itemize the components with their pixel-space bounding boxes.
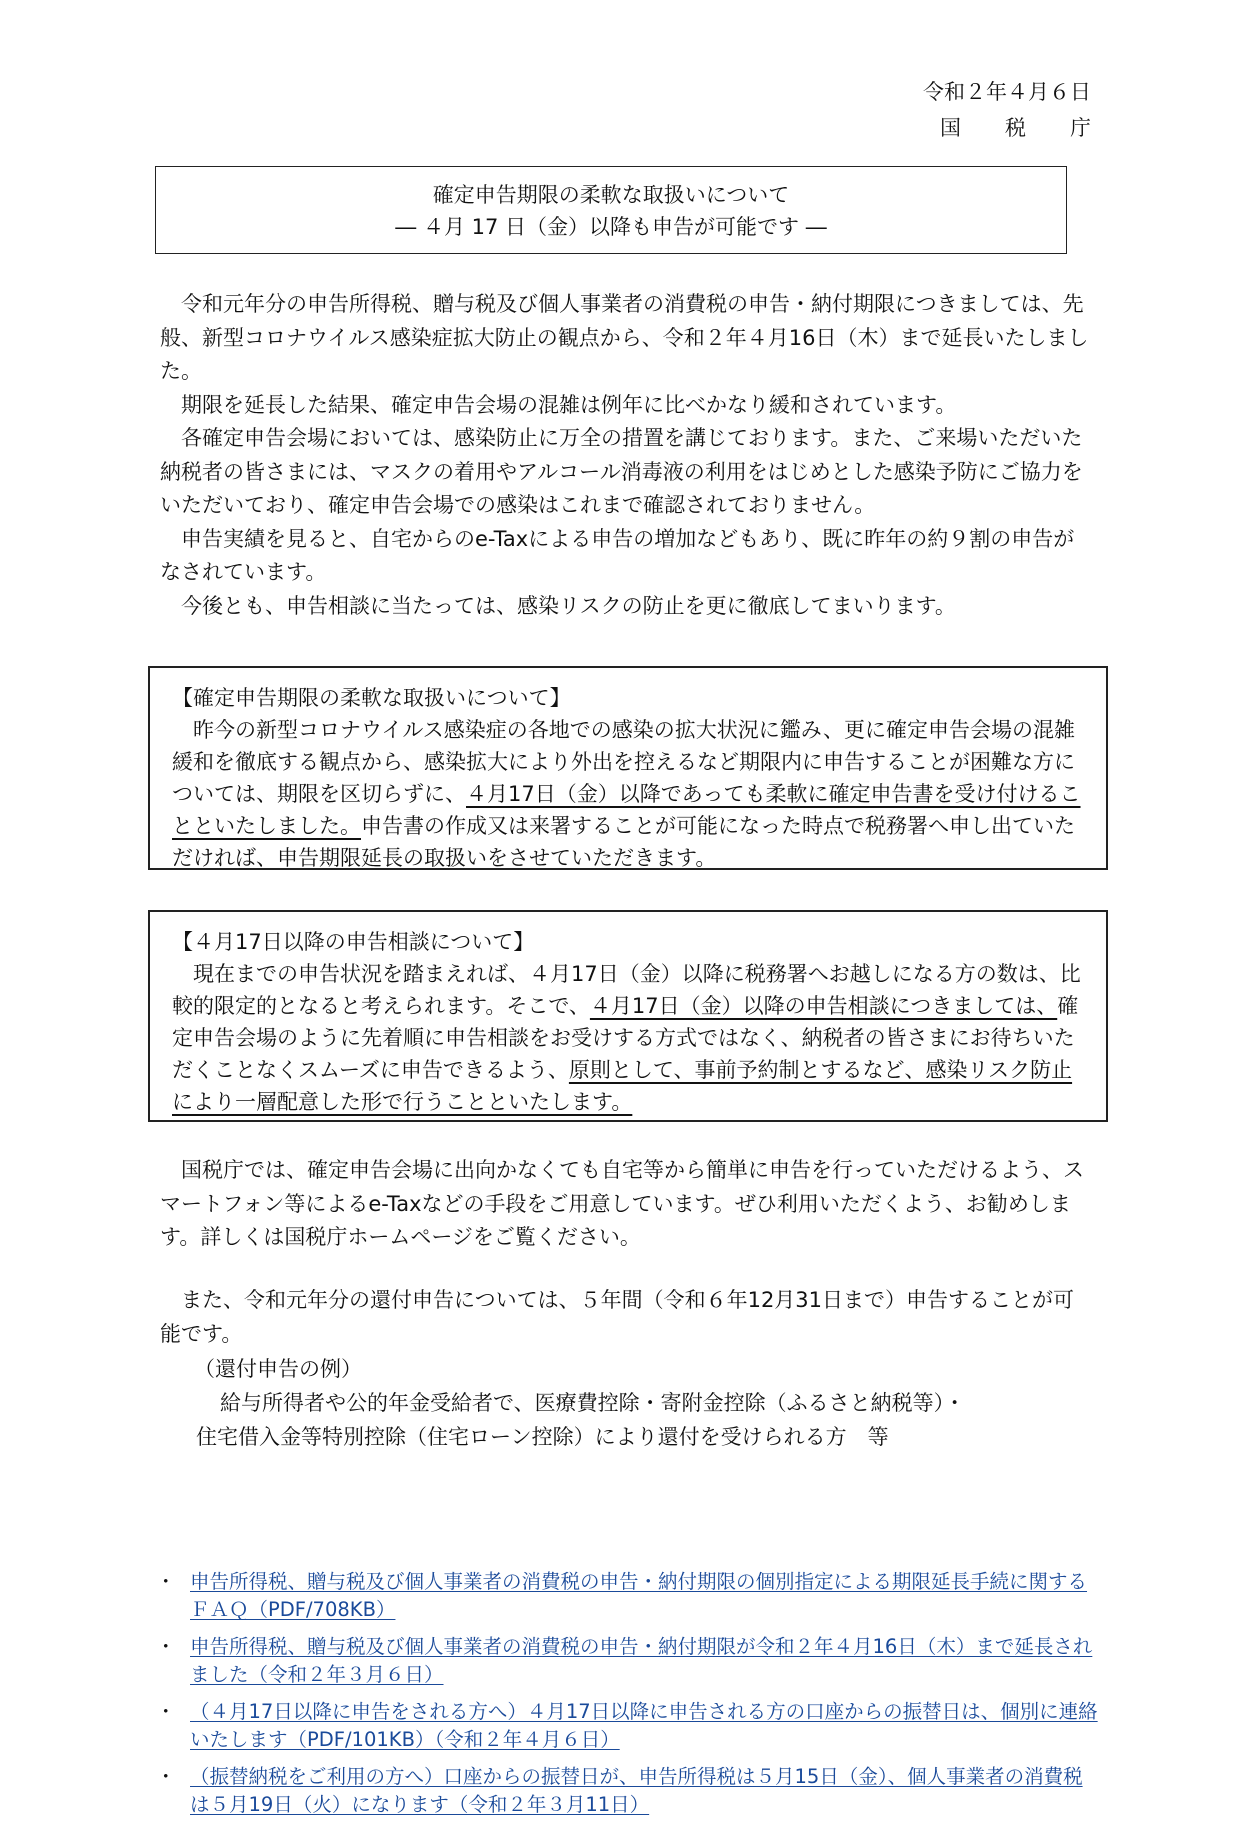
box-heading: 【４月17日以降の申告相談について】	[172, 930, 535, 954]
transfer-date-link[interactable]: （４月17日以降に申告をされる方へ）４月17日以降に申告される方の口座からの振替日は、個別に連絡いたします（PDF/101KB）（令和２年４月６日）	[190, 1700, 1098, 1751]
title-box	[155, 166, 1067, 254]
box-paragraph	[172, 958, 1084, 1118]
bullet: ・	[156, 1765, 176, 1788]
page-subtitle: ― ４月 17 日（金）以降も申告が可能です ―	[395, 215, 827, 239]
bullet: ・	[156, 1570, 176, 1593]
box-text: 確定申告会場のように先着順に申告相談をお受けする方式ではなく、納税者の皆さまにお待ちいただくことなくスムーズに申告できるよう、	[172, 994, 1079, 1082]
intro-paragraph: 令和元年分の申告所得税、贈与税及び個人事業者の消費税の申告・納付期限につきましては、先般、新型コロナウイルス感染症拡大防止の観点から、令和２年４月16日（木）まで延長いたしました。	[160, 292, 1089, 383]
issuer-name: 国税庁	[940, 116, 1135, 140]
example-line: 給与所得者や公的年金受給者で、医療費控除・寄附金控除（ふるさと納税等）・	[220, 1391, 966, 1415]
flexible-deadline-box	[148, 666, 1108, 870]
document-header	[923, 74, 1135, 146]
refund-example	[160, 1352, 1090, 1454]
box-paragraph	[172, 714, 1084, 874]
example-line: 住宅借入金等特別控除（住宅ローン控除）により還付を受けられる方 等	[196, 1425, 889, 1449]
refund-section	[160, 1284, 1090, 1351]
list-item	[150, 1763, 1098, 1818]
smartphone-section	[160, 1154, 1090, 1255]
intro-paragraph: 申告実績を見ると、自宅からのe-Taxによる申告の増加などもあり、既に昨年の約９割の申告がなされています。	[160, 526, 1075, 584]
box-text: 現在までの申告状況を踏まえれば、４月17日（金）以降に税務署へお越しになる方の数は、比較的限定的となると考えられます。そこで、	[172, 962, 1081, 1018]
issue-date: 令和２年４月６日	[923, 80, 1091, 104]
bullet: ・	[156, 1635, 176, 1658]
direct-debit-link[interactable]: （振替納税をご利用の方へ）口座からの振替日が、申告所得税は５月15日（金）、個人事業者の消費税は５月19日（火）になります（令和２年３月11日）	[190, 1765, 1083, 1816]
underlined-text: ４月17日（金）以降の申告相談につきましては、	[589, 994, 1058, 1018]
intro-paragraph: 各確定申告会場においては、感染防止に万全の措置を講じております。また、ご来場いただいた納税者の皆さまには、マスクの着用やアルコール消毒液の利用をはじめとした感染予防にご協力をいただいており、確定申告会場での感染はこれまで確認されておりません。	[160, 426, 1083, 517]
faq-link[interactable]: 申告所得税、贈与税及び個人事業者の消費税の申告・納付期限の個別指定による期限延長手続に関するＦＡＱ（PDF/708KB）	[190, 1570, 1088, 1621]
example-label: （還付申告の例）	[194, 1357, 362, 1381]
refund-paragraph: また、令和元年分の還付申告については、５年間（令和６年12月31日まで）申告することが可能です。	[160, 1288, 1075, 1346]
list-item	[150, 1698, 1098, 1753]
underlined-text: 原則として、事前予約制とするなど、感染リスク防止により一層配意した形で行うことといたします。	[172, 1058, 1073, 1114]
box-heading: 【確定申告期限の柔軟な取扱いについて】	[172, 686, 571, 710]
bullet: ・	[156, 1700, 176, 1723]
intro-paragraph: 期限を延長した結果、確定申告会場の混雑は例年に比べかなり緩和されています。	[181, 392, 957, 417]
related-links	[150, 1568, 1098, 1828]
underlined-text: ４月17日（金）以降であっても柔軟に確定申告書を受け付けることといたしました。	[172, 782, 1081, 838]
intro-section	[160, 288, 1090, 623]
box-text: 昨今の新型コロナウイルス感染症の各地での感染の拡大状況に鑑み、更に確定申告会場の混雑緩和を徹底する観点から、感染拡大により外出を控えるなど期限内に申告することが困難な方については、期限を区切らずに、	[172, 718, 1075, 806]
list-item	[150, 1633, 1098, 1688]
list-item	[150, 1568, 1098, 1623]
smartphone-paragraph: 国税庁では、確定申告会場に出向かなくても自宅等から簡単に申告を行っていただけるよう、スマートフォン等によるe-Taxなどの手段をご用意しています。ぜひ利用いただくよう、お勧めします。詳しくは国税庁ホームページをご覧ください。	[160, 1158, 1084, 1249]
consultation-box	[148, 910, 1108, 1122]
box-text: 申告書の作成又は来署することが可能になった時点で税務署へ申し出ていただければ、申告期限延長の取扱いをさせていただきます。	[172, 814, 1075, 870]
intro-paragraph: 今後とも、申告相談に当たっては、感染リスクの防止を更に徹底してまいります。	[181, 593, 956, 618]
page-title: 確定申告期限の柔軟な取扱いについて	[432, 183, 790, 207]
extension-notice-link[interactable]: 申告所得税、贈与税及び個人事業者の消費税の申告・納付期限が令和２年４月16日（木）まで延長されました（令和２年３月６日）	[190, 1635, 1093, 1686]
